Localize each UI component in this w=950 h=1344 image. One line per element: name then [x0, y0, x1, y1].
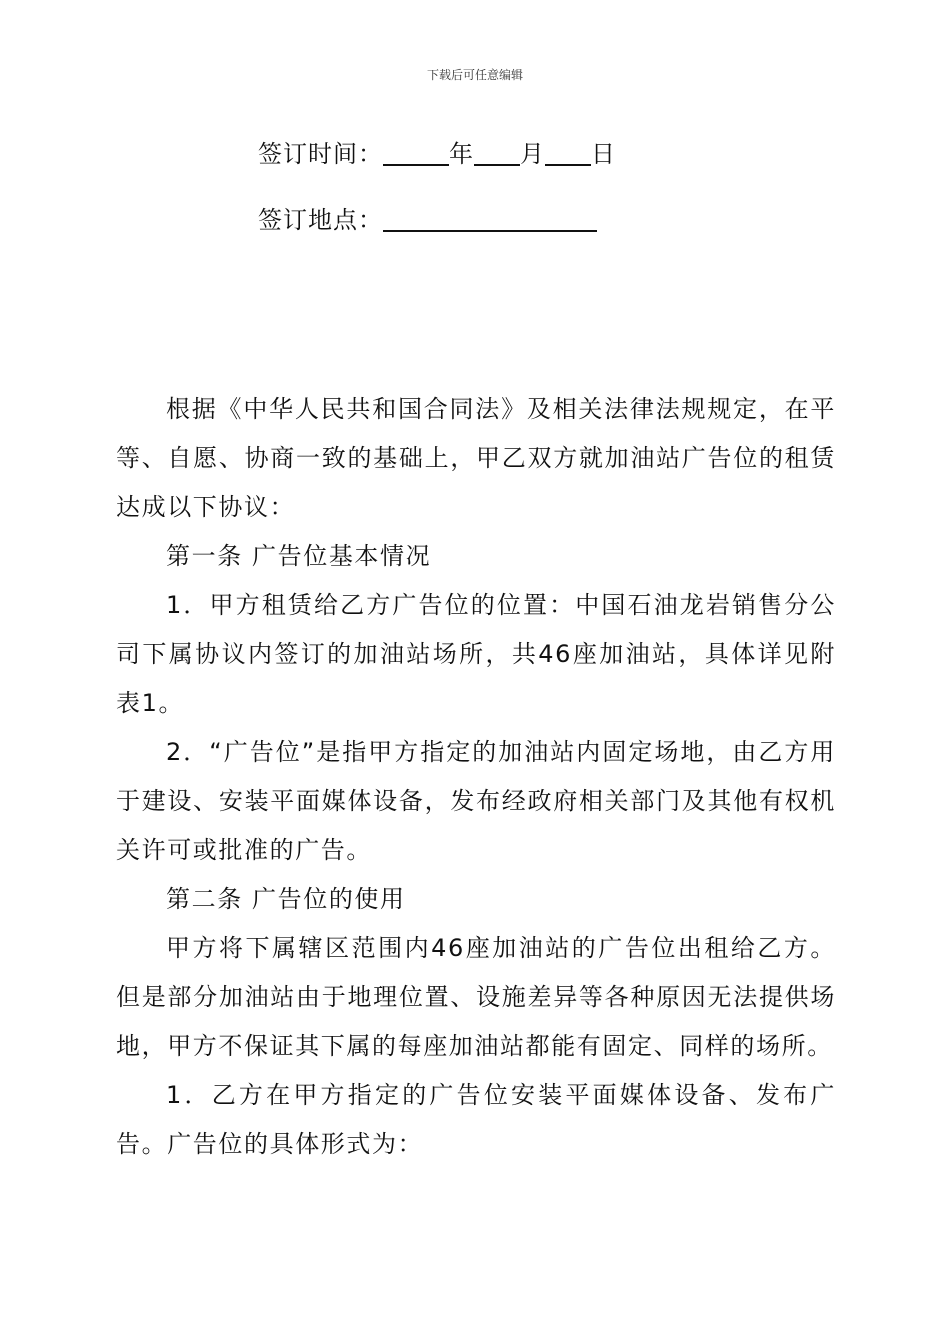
paragraph-preamble: 根据《中华人民共和国合同法》及相关法律法规规定，在平等、自愿、协商一致的基础上，甲乙双方就加油站广告位的租赁达成以下协议： [116, 395, 836, 521]
paragraph-article-1-item-2: 2．“广告位”是指甲方指定的加油站内固定场地，由乙方用于建设、安装平面媒体设备，发布经政府相关部门及其他有权机关许可或批准的广告。 [116, 738, 836, 864]
contract-body [116, 385, 836, 1169]
paragraph-article-2-item-1: 1．乙方在甲方指定的广告位安装平面媒体设备、发布广告。广告位的具体形式为： [116, 1081, 836, 1158]
month-label: 月 [520, 140, 545, 168]
day-label: 日 [591, 140, 616, 168]
signing-time-label: 签订时间： [258, 140, 383, 168]
signing-place-line [258, 200, 597, 235]
month-blank [474, 142, 520, 166]
paragraph-article-1-item-1: 1．甲方租赁给乙方广告位的位置：中国石油龙岩销售分公司下属协议内签订的加油站场所，共46座加油站，具体详见附表1。 [116, 591, 836, 717]
day-blank [545, 142, 591, 166]
heading-article-2: 第二条 广告位的使用 [166, 885, 406, 913]
paragraph-article-2-intro: 甲方将下属辖区范围内46座加油站的广告位出租给乙方。但是部分加油站由于地理位置、设施差异等各种原因无法提供场地，甲方不保证其下属的每座加油站都能有固定、同样的场所。 [116, 934, 836, 1060]
year-label: 年 [449, 140, 474, 168]
year-blank [383, 142, 449, 166]
place-blank [383, 208, 597, 232]
signing-place-label: 签订地点： [258, 206, 383, 234]
header-note: 下载后可任意编辑 [426, 68, 523, 82]
signing-time-line [258, 134, 616, 169]
heading-article-1: 第一条 广告位基本情况 [166, 542, 432, 570]
